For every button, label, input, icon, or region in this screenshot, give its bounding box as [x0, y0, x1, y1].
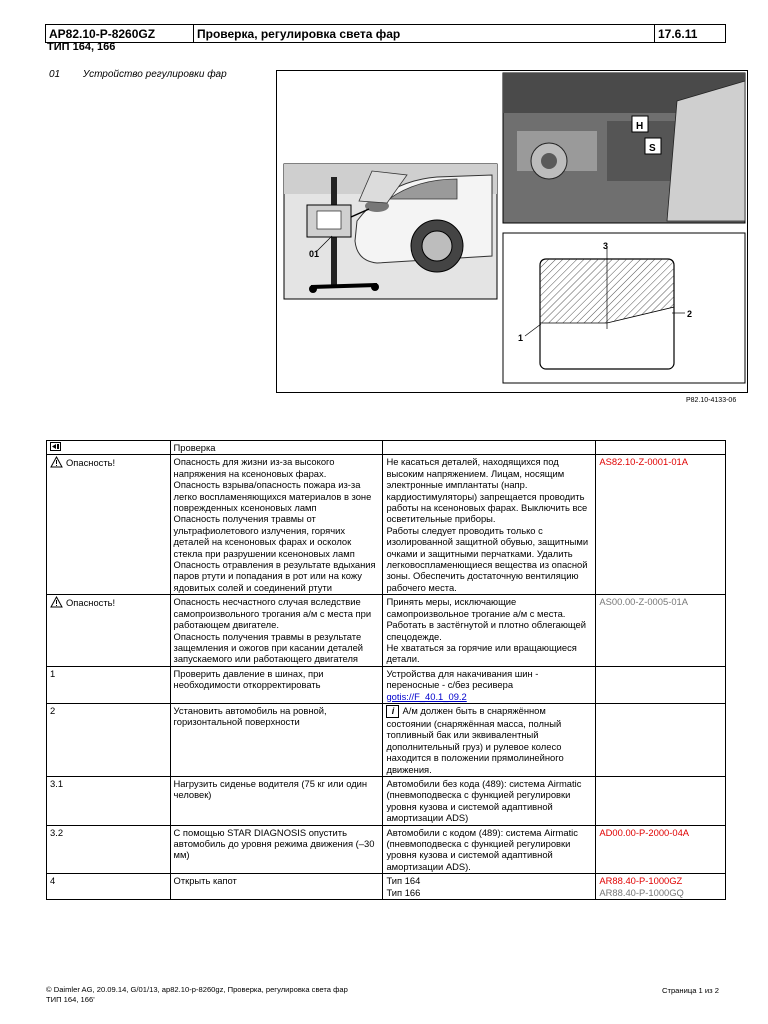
step-text: С помощью STAR DIAGNOSIS опустить автомобиль до уровня режима движения (–30 мм)	[170, 825, 383, 874]
hazard-text: Опасность несчастного случая вследствие самопроизвольного трогания а/м с места при работающем двигателе.	[173, 596, 372, 631]
caption-text: Устройство регулировки фар	[82, 69, 227, 80]
header-check: Проверка	[170, 441, 383, 455]
step-number: 1	[47, 666, 171, 703]
measure-text: Не хвататься за горячие или вращающиеся детали.	[386, 641, 577, 665]
hazard-text: Опасность для жизни из-за высокого напряжения на ксеноновых фарах.	[173, 456, 335, 479]
footer-type: ТИП 164, 166'	[46, 995, 95, 1004]
tool-link[interactable]: gotis://F_40.1_09.2	[386, 690, 467, 702]
type-line: ТИП 164, 166	[47, 41, 116, 53]
table-row	[47, 874, 726, 900]
label-3: 3	[603, 241, 609, 251]
step-text: Проверить давление в шинах, при необходимости откорректировать	[170, 666, 383, 703]
arrow-box-icon	[50, 442, 61, 451]
table-header-row	[47, 441, 726, 455]
table-row	[47, 703, 726, 776]
doc-code: AP82.10-P-8260GZ	[46, 25, 194, 43]
step-number: 3.1	[47, 776, 171, 825]
hazard-text: Опасность отравления в результате вдыхания паров ртути и попадания в рот или на кожу ядовитых солей и соединений ртути	[173, 559, 376, 593]
info-icon: i	[386, 705, 399, 718]
page-footer	[46, 985, 348, 1005]
car-scene	[284, 164, 497, 299]
tool-text: Устройства для накачивания шин - переносные - с/без ресивера	[386, 667, 539, 691]
reference-link[interactable]: AD00.00-P-2000-04A	[596, 825, 726, 874]
condition-text: Автомобили без кода (489): система Airmatic (пневмоподвеска с функцией регулировки уровня кузова и системой адаптивной амортизации ADS)	[383, 776, 596, 825]
doc-date: 17.6.11	[655, 25, 726, 43]
aiming-screen-diagram	[503, 233, 745, 383]
measure-text: Принять меры, исключающие самопроизвольное трогание а/м с места. Работать в застёгнутой и плотно облегающей спецодежде.	[386, 596, 586, 642]
hazard-text: Опасность взрыва/опасность пожара из-за легко воспламеняющихся материалов в зоне поврежденных ксеноновых ламп	[173, 479, 372, 514]
table-row	[47, 666, 726, 703]
note-text: А/м должен быть в снаряжённом состоянии (снаряжённая масса, полный топливный бак или эквивалентный дополнительный груз) и рулевое колесо находится в положении прямолинейного движения.	[386, 704, 564, 775]
headlight-adjustment-illustration	[277, 71, 747, 392]
step-text: Нагрузить сиденье водителя (75 кг или один человек)	[170, 776, 383, 825]
reference-link[interactable]: AS82.10-Z-0001-01A	[596, 455, 726, 595]
doc-title: Проверка, регулировка света фар	[194, 25, 655, 43]
document-header	[45, 24, 726, 43]
hazard-text: Опасность получения травмы от ультрафиолетового излучения, горячих деталей на ксеноновых фарах и осколок стекла при разрушении ксеноновых ламп	[173, 513, 355, 559]
measure-text: Работы следует проводить только с изолированной защитной обувью, защитными очками и защитными перчатками. Удалить легковоспламенющиеся вещества из опасной зоны. Обеспечить достаточную вентиляцию рабочего места.	[386, 524, 589, 593]
caption-number: 01	[49, 69, 61, 80]
reference-link[interactable]: AR88.40-P-1000GZ	[599, 875, 683, 887]
figure-reference: P82.10-4133-06	[686, 397, 737, 404]
figure-caption	[49, 69, 247, 80]
step-text: Открыть капот	[170, 874, 383, 900]
type-text: Тип 164	[386, 875, 421, 887]
step-text: Установить автомобиль на ровной, горизонтальной поверхности	[170, 703, 383, 776]
footer-copyright: © Daimler AG, 20.09.14, G/01/13, ap82.10-p-8260gz, Проверка, регулировка света фар	[46, 985, 348, 994]
procedure-table	[46, 440, 726, 900]
label-s: S	[649, 143, 656, 154]
label-tool-01: 01	[309, 249, 320, 259]
step-number: 4	[47, 874, 171, 900]
hazard-text: Опасность получения травмы в результате защемления и ожогов при касании деталей запускаемого или работающего двигателя	[173, 630, 364, 665]
header-icon-cell	[47, 441, 171, 455]
page-number: Страница 1 из 2	[662, 986, 719, 995]
reference-link[interactable]: AR88.40-P-1000GQ	[599, 886, 684, 898]
table-row	[47, 825, 726, 874]
table-row	[47, 455, 726, 595]
label-2: 2	[687, 309, 693, 319]
warning-triangle-icon	[50, 596, 63, 608]
step-number: 2	[47, 703, 171, 776]
figure-frame	[276, 70, 748, 393]
label-h: H	[636, 121, 644, 132]
danger-label: Опасность!	[50, 456, 115, 468]
reference-link[interactable]: AS00.00-Z-0005-01A	[596, 595, 726, 666]
condition-text: Автомобили с кодом (489): система Airmatic (пневмоподвеска с функцией регулировки уровня кузова и системой адаптивной амортизации ADS).	[383, 825, 596, 874]
step-number: 3.2	[47, 825, 171, 874]
table-row	[47, 776, 726, 825]
measure-text: Не касаться деталей, находящихся под высоким напряжением. Лицам, носящим электронные имплантаты (напр. кардиостимуляторы) запрещается проводить работы на ксеноновых фарах. Выключить все осветительные приборы.	[386, 456, 588, 525]
table-row	[47, 595, 726, 666]
label-1: 1	[518, 333, 524, 343]
warning-triangle-icon	[50, 456, 63, 468]
danger-label: Опасность!	[50, 596, 115, 608]
type-text: Тип 166	[386, 886, 421, 898]
engine-bay-photo	[503, 73, 745, 223]
